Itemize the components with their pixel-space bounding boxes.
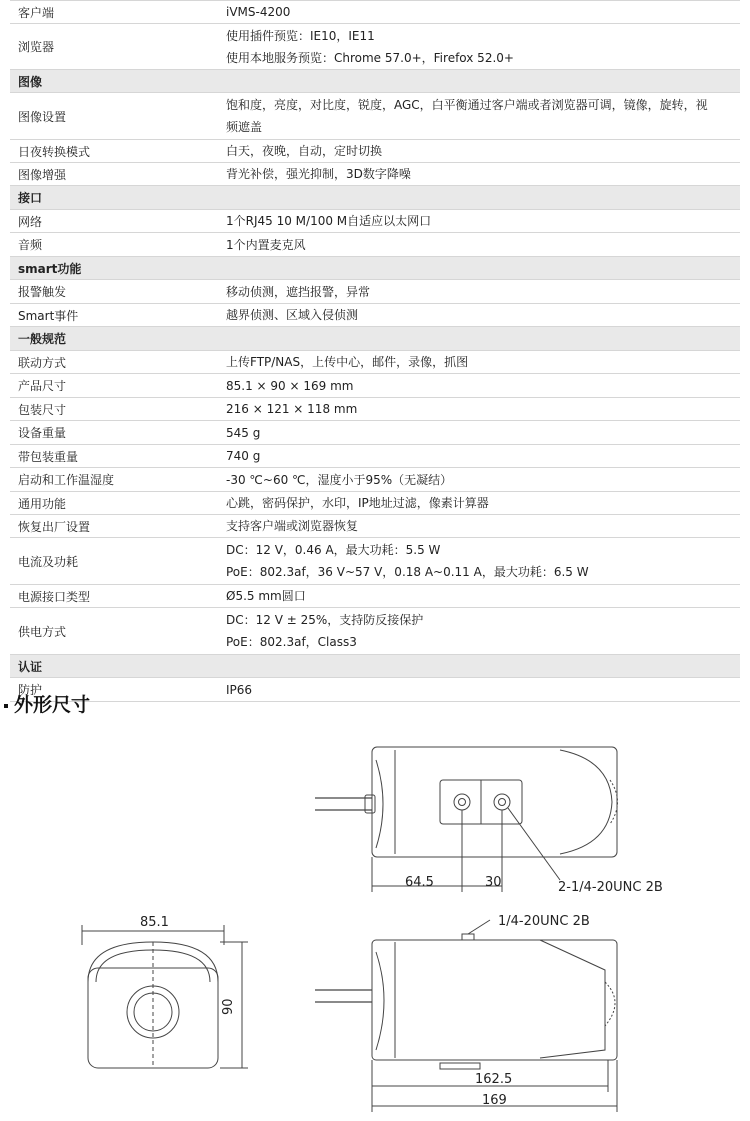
bullet-icon bbox=[4, 704, 8, 708]
spec-value-line: 移动侦测，遮挡报警，异常 bbox=[226, 284, 371, 299]
spec-value-line: -30 ℃~60 ℃，湿度小于95%（无凝结） bbox=[226, 472, 453, 487]
spec-row bbox=[10, 585, 740, 608]
spec-value-line: PoE：802.3af，36 V~57 V，0.18 A~0.11 A，最大功耗：6.5 W bbox=[226, 565, 589, 579]
spec-value bbox=[218, 351, 740, 373]
spec-value-line: 背光补偿，强光抑制，3D数字降噪 bbox=[226, 167, 411, 181]
spec-row bbox=[10, 304, 740, 327]
spec-row bbox=[10, 515, 740, 538]
spec-label: 防护 bbox=[18, 683, 43, 697]
spec-value bbox=[218, 421, 740, 444]
spec-value bbox=[218, 210, 740, 232]
spec-value-line: PoE：802.3af，Class3 bbox=[226, 635, 357, 649]
dimension-drawing bbox=[0, 720, 750, 1120]
spec-section-header bbox=[10, 186, 740, 210]
spec-value bbox=[218, 280, 740, 303]
spec-value-line: 越界侦测、区域入侵侦测 bbox=[226, 308, 359, 322]
spec-section-header bbox=[10, 655, 740, 678]
spec-label: 客户端 bbox=[18, 5, 55, 20]
spec-value bbox=[218, 445, 740, 467]
spec-label: 设备重量 bbox=[18, 426, 67, 440]
spec-value-line: 740 g bbox=[226, 449, 261, 463]
spec-value bbox=[218, 93, 740, 139]
spec-row bbox=[10, 421, 740, 445]
dimensions-section-title bbox=[4, 690, 90, 717]
spec-label: 产品尺寸 bbox=[18, 379, 67, 393]
spec-label: 包装尺寸 bbox=[18, 402, 67, 417]
spec-value-line: 545 g bbox=[226, 425, 261, 440]
spec-row bbox=[10, 398, 740, 421]
spec-section-label: 图像 bbox=[18, 74, 43, 89]
spec-label: 音频 bbox=[18, 238, 43, 252]
spec-value-line: Ø5.5 mm圆口 bbox=[226, 589, 306, 603]
spec-section-label: 认证 bbox=[18, 659, 43, 674]
spec-label: 电源接口类型 bbox=[18, 589, 91, 604]
spec-row bbox=[10, 678, 740, 702]
spec-value bbox=[218, 398, 740, 420]
spec-value-line: 使用插件预览：IE10，IE11 bbox=[226, 28, 375, 43]
spec-value-line: 支持客户端或浏览器恢复 bbox=[226, 519, 359, 533]
spec-value-line: iVMS-4200 bbox=[226, 5, 291, 19]
side-view-drawing bbox=[315, 920, 617, 1112]
spec-value-line: 85.1 × 90 × 169 mm bbox=[226, 378, 354, 393]
spec-value-line: DC：12 V，0.46 A，最大功耗：5.5 W bbox=[226, 543, 441, 557]
spec-value-line: 1个内置麦克风 bbox=[226, 237, 306, 252]
spec-value bbox=[218, 374, 740, 397]
spec-value bbox=[218, 515, 740, 537]
spec-row bbox=[10, 468, 740, 492]
spec-label: 带包装重量 bbox=[18, 449, 79, 464]
spec-value bbox=[218, 24, 740, 69]
spec-label: 图像设置 bbox=[18, 109, 67, 124]
spec-value bbox=[218, 304, 740, 326]
spec-value bbox=[218, 1, 740, 23]
spec-label: Smart事件 bbox=[18, 308, 79, 323]
top-view-drawing bbox=[315, 747, 618, 892]
spec-label: 供电方式 bbox=[18, 624, 67, 639]
spec-row bbox=[10, 445, 740, 468]
spec-label: 报警触发 bbox=[18, 285, 67, 299]
spec-value bbox=[218, 608, 740, 654]
spec-value-line: 白天，夜晚，自动，定时切换 bbox=[226, 144, 383, 158]
top-view-dim-right: 30 bbox=[485, 875, 502, 890]
spec-label: 图像增强 bbox=[18, 167, 67, 182]
spec-row bbox=[10, 351, 740, 374]
spec-row bbox=[10, 210, 740, 233]
spec-section-header bbox=[10, 327, 740, 351]
spec-table bbox=[10, 0, 740, 702]
spec-row bbox=[10, 538, 740, 585]
spec-row bbox=[10, 140, 740, 163]
spec-section-label: 接口 bbox=[18, 191, 43, 205]
spec-label: 启动和工作温湿度 bbox=[18, 473, 115, 487]
spec-value-line: IP66 bbox=[226, 682, 253, 697]
spec-value bbox=[218, 163, 740, 185]
top-view-dim-left: 64.5 bbox=[405, 875, 434, 890]
side-view-length-total: 169 bbox=[482, 1093, 507, 1108]
spec-value-line: 心跳，密码保护，水印，IP地址过滤，像素计算器 bbox=[226, 496, 489, 510]
spec-value bbox=[218, 140, 740, 162]
spec-label: 联动方式 bbox=[18, 355, 67, 370]
front-view-drawing bbox=[82, 925, 248, 1068]
spec-row bbox=[10, 608, 740, 655]
spec-value bbox=[218, 468, 740, 491]
top-view-thread-label: 2-1/4-20UNC 2B bbox=[558, 880, 663, 895]
spec-value-line: 饱和度，亮度，对比度，锐度，AGC，白平衡通过客户端或者浏览器可调，镜像，旋转，视 bbox=[226, 98, 708, 112]
front-view-width: 85.1 bbox=[140, 915, 169, 930]
spec-value-line: 使用本地服务预览：Chrome 57.0+，Firefox 52.0+ bbox=[226, 50, 514, 65]
dimensions-title-text: 外形尺寸 bbox=[14, 694, 91, 716]
side-view-length-body: 162.5 bbox=[475, 1072, 513, 1087]
spec-label: 浏览器 bbox=[18, 40, 55, 54]
spec-value bbox=[218, 538, 740, 584]
spec-row bbox=[10, 24, 740, 70]
spec-value-line: 上传FTP/NAS，上传中心，邮件，录像，抓图 bbox=[226, 355, 469, 369]
spec-label: 日夜转换模式 bbox=[18, 144, 91, 159]
spec-label: 网络 bbox=[18, 214, 43, 229]
spec-row bbox=[10, 374, 740, 398]
spec-label: 恢复出厂设置 bbox=[18, 519, 91, 534]
spec-section-label: smart功能 bbox=[18, 261, 82, 276]
spec-row bbox=[10, 280, 740, 304]
side-view-thread-label: 1/4-20UNC 2B bbox=[498, 914, 590, 929]
spec-row bbox=[10, 492, 740, 515]
spec-value-line: 频遮盖 bbox=[226, 120, 263, 134]
spec-value bbox=[218, 492, 740, 514]
spec-value-line: DC：12 V ± 25%，支持防反接保护 bbox=[226, 613, 424, 627]
spec-value bbox=[218, 585, 740, 607]
spec-row bbox=[10, 163, 740, 186]
spec-value bbox=[218, 678, 740, 701]
spec-label: 通用功能 bbox=[18, 496, 67, 511]
spec-section-header bbox=[10, 257, 740, 280]
spec-value bbox=[218, 233, 740, 256]
spec-row bbox=[10, 0, 740, 24]
spec-value-line: 1个RJ45 10 M/100 M自适应以太网口 bbox=[226, 214, 432, 228]
spec-section-header bbox=[10, 70, 740, 93]
spec-label: 电流及功耗 bbox=[18, 554, 79, 569]
spec-section-label: 一般规范 bbox=[18, 332, 67, 346]
front-view-height: 90 bbox=[221, 998, 236, 1015]
spec-row bbox=[10, 93, 740, 140]
spec-value-line: 216 × 121 × 118 mm bbox=[226, 402, 358, 416]
spec-row bbox=[10, 233, 740, 257]
